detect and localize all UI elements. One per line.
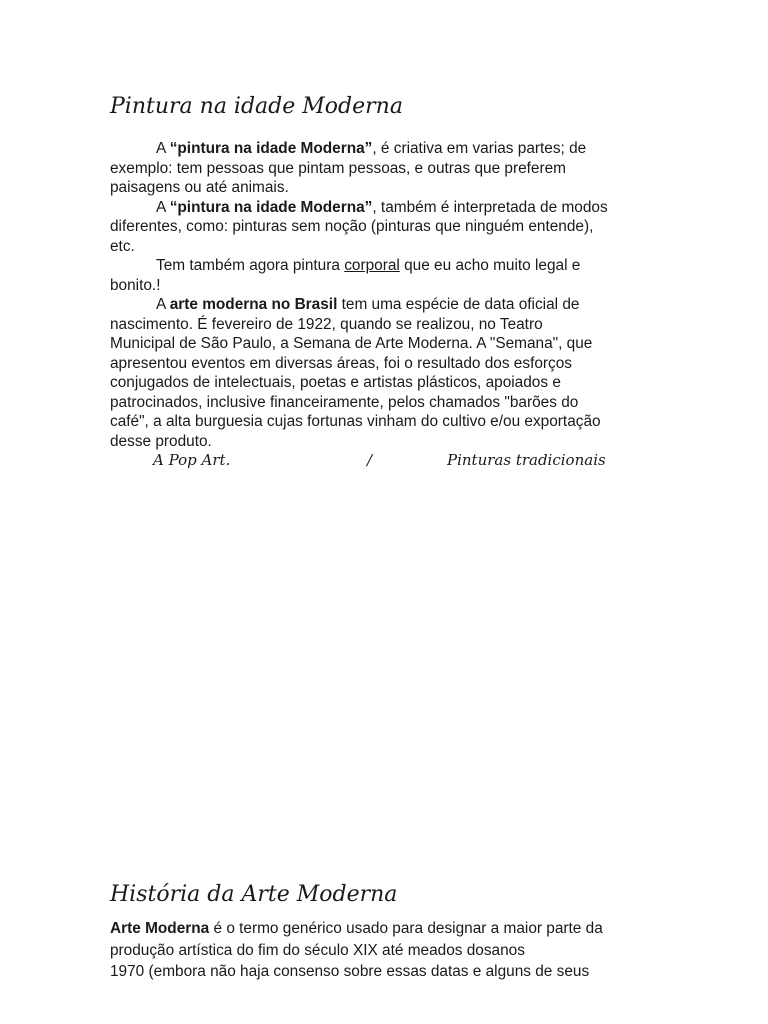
paragraph-3 <box>110 256 662 295</box>
text-run: , é criativa em varias partes; de <box>372 140 587 157</box>
caption-pinturas-tradicionais: Pinturas tradicionais <box>447 451 606 469</box>
paragraph-4-line: conjugados de intelectuais, poetas e artistas plásticos, apoiados e <box>110 374 561 391</box>
paragraph-2-line-2: diferentes, como: pinturas sem noção (pinturas que ninguém entende), <box>110 218 594 235</box>
paragraph-4-line: patrocinados, inclusive financeiramente, pelos chamados "barões do <box>110 393 579 411</box>
paragraph-4-line: café", a alta burguesia cujas fortunas vinham do cultivo e/ou exportação <box>110 413 601 430</box>
text-run: Tem também agora pintura <box>156 257 345 274</box>
paragraph-4-line-1 <box>110 295 662 315</box>
section-body-pintura <box>110 139 662 451</box>
paragraph-4-line: apresentou eventos em diversas áreas, foi o resultado dos esforços <box>110 354 572 372</box>
bold-text: “pintura na idade Moderna” <box>169 198 373 216</box>
paragraph-1 <box>110 139 662 198</box>
section-body-historia <box>110 918 662 983</box>
paragraph-3-line-2: bonito.! <box>110 276 161 294</box>
paragraph-2-line-3: etc. <box>110 237 135 255</box>
caption-pop-art: A Pop Art. <box>153 451 231 469</box>
section-title-pintura: Pintura na idade Moderna <box>110 94 403 119</box>
paragraph-1-line-3: paisagens ou até animais. <box>110 179 289 196</box>
paragraph-4-line: Municipal de São Paulo, a Semana de Arte Moderna. A "Semana", que <box>110 335 593 352</box>
bold-text: “pintura na idade Moderna” <box>169 140 373 157</box>
paragraph-5-line-3: 1970 (embora não haja consenso sobre essas datas e alguns de seus <box>110 963 590 980</box>
text-run: A <box>156 296 170 313</box>
text-run: que eu acho muito legal e <box>399 257 581 274</box>
paragraph-4-line: desse produto. <box>110 432 212 450</box>
paragraph-5-line-1 <box>110 918 662 940</box>
paragraph-3-line-1 <box>110 256 662 276</box>
underlined-text: corporal <box>344 257 400 274</box>
paragraph-1-line-1 <box>110 139 662 159</box>
paragraph-5-line-2: produção artística do fim do século XIX até meados dosanos <box>110 941 525 959</box>
image-captions <box>0 451 768 473</box>
paragraph-4 <box>110 295 662 451</box>
text-run: é o termo genérico usado para designar a maior parte da <box>209 920 603 937</box>
section-title-historia: História da Arte Moderna <box>110 882 398 907</box>
paragraph-1-line-2: exemplo: tem pessoas que pintam pessoas, e outras que preferem <box>110 159 566 177</box>
paragraph-2 <box>110 198 662 257</box>
bold-text: Arte Moderna <box>110 920 210 937</box>
text-run: tem uma espécie de data oficial de <box>337 296 580 313</box>
text-run: A <box>156 198 170 216</box>
paragraph-4-line: nascimento. É fevereiro de 1922, quando se realizou, no Teatro <box>110 315 543 333</box>
caption-separator: / <box>367 451 373 469</box>
paragraph-2-line-1 <box>110 198 662 218</box>
bold-text: arte moderna no Brasil <box>169 296 338 313</box>
text-run: A <box>156 140 170 157</box>
text-run: , também é interpretada de modos <box>372 198 608 216</box>
